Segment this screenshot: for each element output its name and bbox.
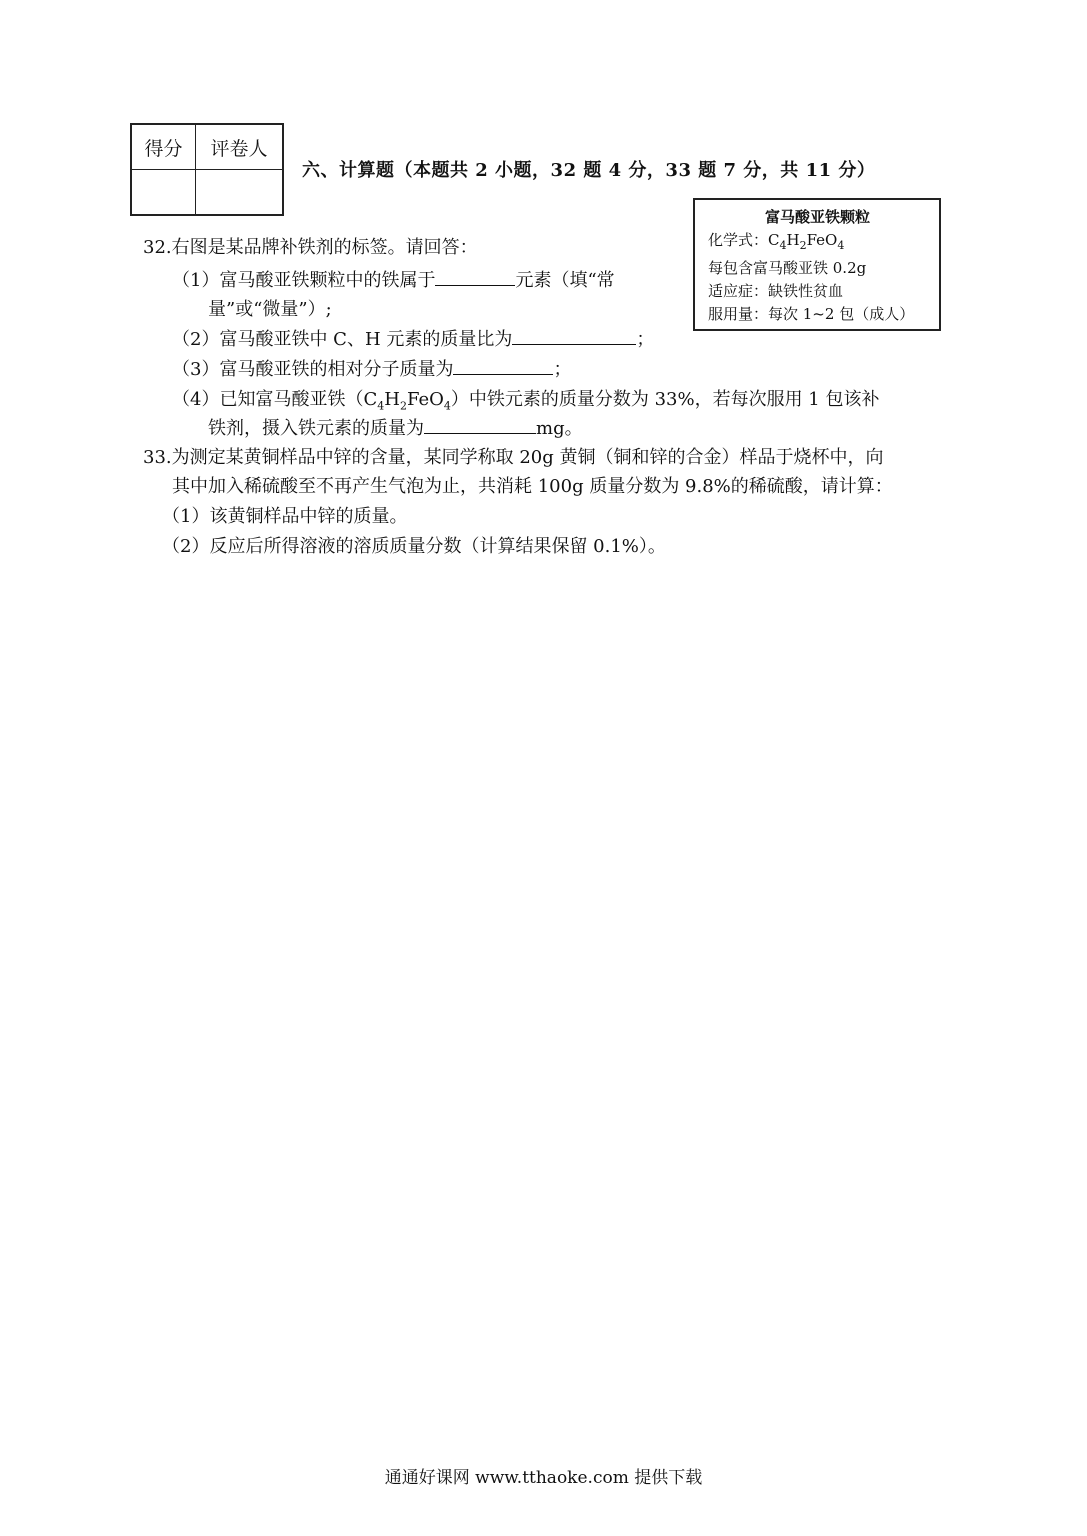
score-header: 得分 <box>131 124 196 170</box>
q32-part4-cont <box>208 414 583 440</box>
score-cell[interactable] <box>131 170 196 216</box>
q32-part4-formula: $C_4H_2FeO_4$ <box>363 389 451 413</box>
q32-part1-text-b: 元素（填“常 <box>515 270 615 291</box>
q32-part3-blank[interactable] <box>453 373 553 375</box>
grader-cell[interactable] <box>196 170 284 216</box>
label-title: 富马酸亚铁颗粒 <box>764 208 870 226</box>
q32-part4 <box>172 385 879 413</box>
q32-part3 <box>172 355 571 381</box>
q32-stem: 32.右图是某品牌补铁剂的标签。请回答： <box>143 237 478 258</box>
label-dose-content: 每包含富马酸亚铁 0.2g <box>708 259 867 277</box>
q33-stem-line1: 33.为测定某黄铜样品中锌的含量，某同学称取 20g 黄铜（铜和锌的合金）样品于烧杯中，向 <box>143 447 884 468</box>
q32-part4-text-d: mg。 <box>536 418 583 439</box>
q33-stem-line2: 其中加入稀硫酸至不再产生气泡为止，共消耗 100g 质量分数为 9.8%的稀硫酸，请计算： <box>172 476 893 497</box>
section-title: 六、计算题（本题共 2 小题，32 题 4 分，33 题 7 分，共 11 分） <box>302 160 876 181</box>
q32-part2-blank[interactable] <box>512 343 636 345</box>
q32-part2-text-a: （2）富马酸亚铁中 C、H 元素的质量比为 <box>172 329 513 350</box>
q33-part2: （2）反应后所得溶液的溶质质量分数（计算结果保留 0.1%）。 <box>162 536 666 557</box>
score-table <box>130 123 284 216</box>
q32-part1-blank[interactable] <box>435 284 515 286</box>
label-formula-prefix: 化学式： <box>708 231 769 249</box>
footer-credit: 通通好课网 www.tthaoke.com 提供下载 <box>384 1468 703 1488</box>
q32-part1 <box>172 266 615 292</box>
label-formula-value: $C_4H_2FeO_4$ <box>768 231 845 252</box>
q32-part2-text-b: ； <box>636 329 655 350</box>
q32-part4-text-a: （4）已知富马酸亚铁（ <box>172 389 364 410</box>
label-dosage: 服用量：每次 1~2 包（成人） <box>708 305 915 323</box>
q32-part3-text-a: （3）富马酸亚铁的相对分子质量为 <box>172 359 454 380</box>
q32-part1-text-a: （1）富马酸亚铁颗粒中的铁属于 <box>172 270 436 291</box>
label-formula <box>708 229 939 257</box>
q32-part4-text-b: ）中铁元素的质量分数为 33%，若每次服用 1 包该补 <box>450 389 880 410</box>
q32-part2 <box>172 325 654 351</box>
q32-part4-text-c: 铁剂，摄入铁元素的质量为 <box>208 418 424 439</box>
q32-part1-cont: 量”或“微量”）; <box>208 299 332 320</box>
product-label-box <box>693 198 941 331</box>
grader-header: 评卷人 <box>196 124 284 170</box>
label-indication: 适应症：缺铁性贫血 <box>708 282 844 300</box>
q32-part4-blank[interactable] <box>424 432 536 434</box>
q33-part1: （1）该黄铜样品中锌的质量。 <box>162 506 408 527</box>
q32-part3-text-b: ； <box>553 359 572 380</box>
